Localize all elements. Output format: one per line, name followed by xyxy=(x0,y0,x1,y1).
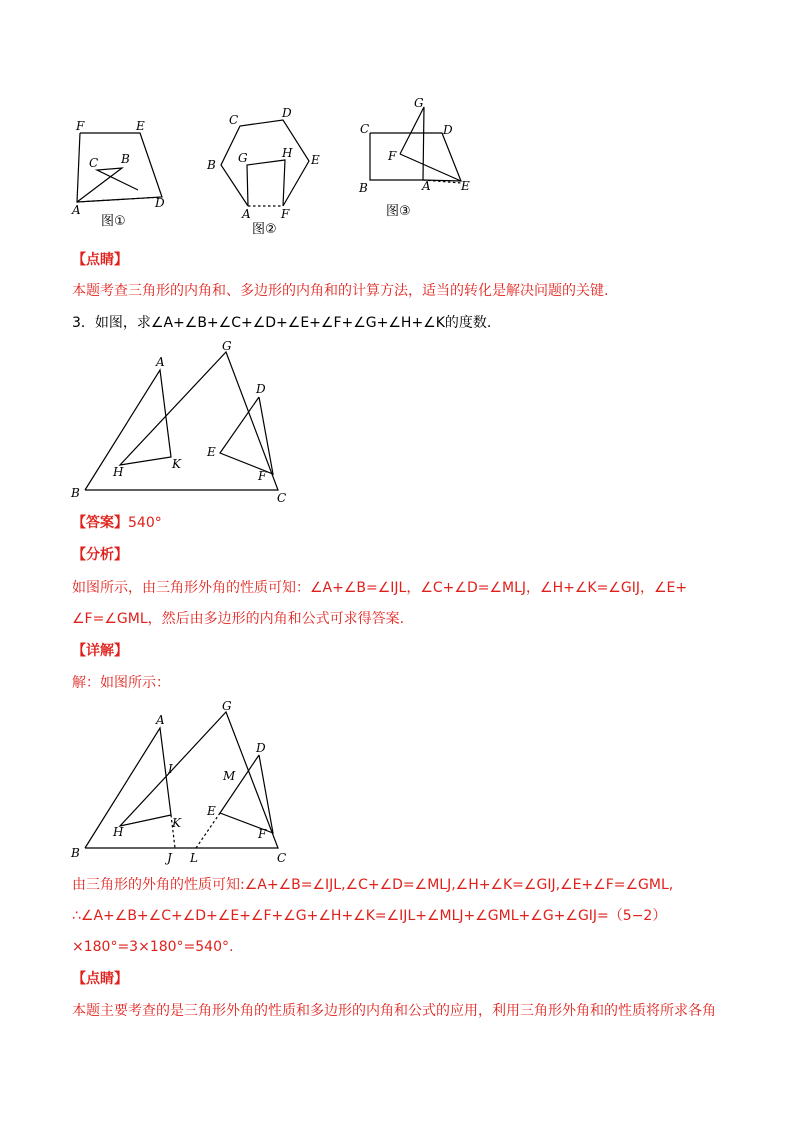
point-label-D: D xyxy=(256,382,266,396)
point-label-B: B xyxy=(207,158,216,172)
hint-text-2: 本题主要考查的是三角形外角的性质和多边形的内角和公式的应用，利用三角形外角和的性质将所求各角 xyxy=(72,1003,716,1019)
hint-header-1: 【点睛】 xyxy=(72,252,128,268)
point-label-B: B xyxy=(359,181,368,195)
point-label-D: D xyxy=(256,741,266,755)
analysis-line-2: ∠F=∠GML，然后由多边形的内角和公式可求得答案. xyxy=(72,611,405,627)
point-label-D: D xyxy=(155,196,165,210)
point-label-H: H xyxy=(282,146,293,160)
point-label-B: B xyxy=(121,152,130,166)
figure-3-caption: 图③ xyxy=(386,204,411,219)
point-label-H: H xyxy=(113,825,124,839)
point-label-F: F xyxy=(281,207,290,221)
detail-line-1: 由三角形的外角的性质可知:∠A+∠B=∠IJL,∠C+∠D=∠MLJ,∠H+∠K=∠GIJ,∠E+∠F=∠GML, xyxy=(72,877,674,893)
figure-3 xyxy=(358,96,470,219)
dashed-segment xyxy=(196,813,220,848)
point-label-I: I xyxy=(168,762,173,776)
point-label-L: L xyxy=(190,851,198,865)
figure-segment xyxy=(247,160,285,206)
figure-segment xyxy=(370,133,461,181)
point-label-G: G xyxy=(222,339,232,353)
point-label-A: A xyxy=(72,203,81,217)
point-label-K: K xyxy=(172,816,181,830)
figure-2 xyxy=(206,106,320,237)
point-label-C: C xyxy=(89,156,99,170)
figure-segment xyxy=(220,397,273,474)
figure-segment xyxy=(77,168,138,202)
problem-3-question: 3．如图，求∠A+∠B+∠C+∠D+∠E+∠F+∠G+∠H+∠K的度数. xyxy=(72,315,492,331)
point-label-E: E xyxy=(461,179,470,193)
figure-1 xyxy=(71,119,165,229)
point-label-F: F xyxy=(388,149,397,163)
point-label-A: A xyxy=(156,713,165,727)
point-label-G: G xyxy=(414,96,424,110)
point-label-G: G xyxy=(222,699,232,713)
point-label-F: F xyxy=(76,119,85,133)
point-label-J: J xyxy=(167,851,172,865)
point-label-E: E xyxy=(311,153,320,167)
point-label-F: F xyxy=(258,827,267,841)
hint-text-1: 本题考查三角形的内角和、多边形的内角和的计算方法，适当的转化是解决问题的关键. xyxy=(72,283,609,299)
point-label-G: G xyxy=(238,151,248,165)
point-label-A: A xyxy=(422,179,431,193)
answer-header: 【答案】 xyxy=(72,515,128,531)
detail-line-2: ∴∠A+∠B+∠C+∠D+∠E+∠F+∠G+∠H+∠K=∠IJL+∠MLJ+∠GML+∠G+∠GIJ=（5−2） xyxy=(72,908,667,924)
point-label-C: C xyxy=(277,851,287,865)
point-label-C: C xyxy=(360,122,370,136)
hint-header-2: 【点睛】 xyxy=(72,971,128,987)
point-label-M: M xyxy=(223,769,236,783)
point-label-D: D xyxy=(443,123,453,137)
detail-intro: 解：如图所示： xyxy=(72,675,170,691)
analysis-header: 【分析】 xyxy=(72,547,128,563)
point-label-C: C xyxy=(229,113,239,127)
problem-3-figure xyxy=(0,335,793,515)
point-label-K: K xyxy=(172,457,181,471)
point-label-C: C xyxy=(277,491,287,505)
solution-figure xyxy=(0,695,793,870)
figures-top xyxy=(0,0,793,250)
point-label-A: A xyxy=(242,207,251,221)
point-label-F: F xyxy=(258,469,267,483)
point-label-H: H xyxy=(113,465,124,479)
point-label-B: B xyxy=(71,846,80,860)
point-label-E: E xyxy=(207,804,216,818)
answer-value: 540° xyxy=(128,515,162,531)
point-label-E: E xyxy=(207,445,216,459)
answer-line xyxy=(72,513,162,533)
figure-2-caption: 图② xyxy=(252,222,277,237)
point-label-E: E xyxy=(136,119,145,133)
point-label-A: A xyxy=(156,355,165,369)
detail-line-3: ×180°=3×180°=540°. xyxy=(72,939,234,955)
figure-segment xyxy=(400,107,424,180)
detail-header: 【详解】 xyxy=(72,643,128,659)
figure-1-caption: 图① xyxy=(101,214,126,229)
analysis-line-1: 如图所示，由三角形外角的性质可知：∠A+∠B=∠IJL，∠C+∠D=∠MLJ，∠H+∠K=∠GIJ，∠E+ xyxy=(72,580,688,596)
point-label-B: B xyxy=(71,486,80,500)
point-label-D: D xyxy=(282,106,292,120)
